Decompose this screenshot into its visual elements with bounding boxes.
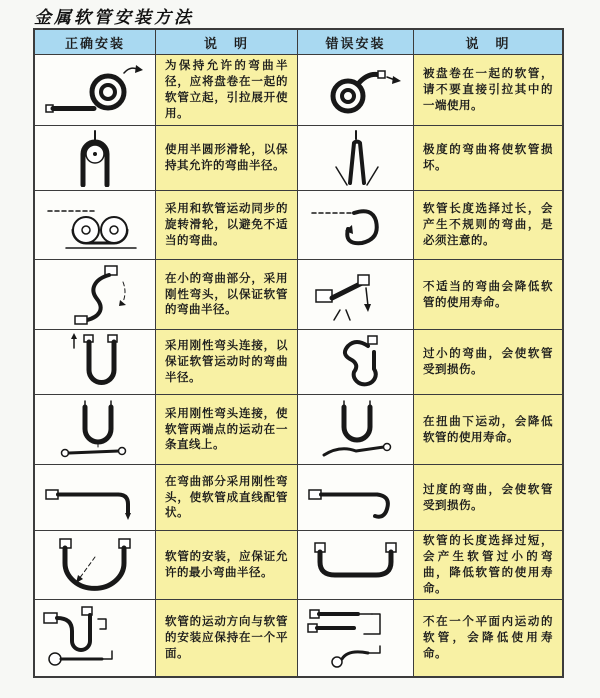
header-correct-note: 说 明 bbox=[156, 30, 297, 54]
correct-desc-cell: 软管的安装，应保证允许的最小弯曲半径。 bbox=[156, 531, 297, 599]
installation-table bbox=[33, 28, 564, 678]
wrong-image-cell bbox=[298, 465, 413, 530]
single-plane-motion-hose-icon bbox=[42, 605, 148, 671]
improper-bend-fitting-icon bbox=[312, 266, 400, 324]
wrong-desc-cell: 不在一个平面内运动的软管，会降低使用寿命。 bbox=[414, 600, 562, 676]
rigid-elbow-small-bend-icon bbox=[49, 264, 141, 326]
wrong-desc-cell: 过度的弯曲，会使软管受到损伤。 bbox=[414, 465, 562, 530]
rigid-elbow-u-hang-icon bbox=[54, 332, 136, 392]
semicircular-pulley-hose-icon bbox=[59, 129, 131, 187]
wrong-image-cell bbox=[298, 330, 413, 394]
correct-desc-cell: 采用刚性弯头连接，使软管两端点的运动在一条直线上。 bbox=[156, 395, 297, 464]
too-short-shallow-u-icon bbox=[303, 535, 409, 595]
correct-image-cell bbox=[35, 191, 155, 259]
wrong-desc-cell: 软管长度选择过长，会产生不规则的弯曲，是必须注意的。 bbox=[414, 191, 562, 259]
wrong-image-cell bbox=[298, 55, 413, 125]
correct-desc-cell: 采用刚性弯头连接，以保证软管运动时的弯曲半径。 bbox=[156, 330, 297, 394]
correct-desc-cell: 在小的弯曲部分，采用刚性弯头，以保证软管的弯曲半径。 bbox=[156, 260, 297, 329]
wrong-desc-cell: 极度的弯曲将使软管损坏。 bbox=[414, 126, 562, 190]
overbent-elbow-hose-icon bbox=[307, 470, 405, 526]
twisted-motion-hose-icon bbox=[310, 399, 402, 461]
correct-desc-cell: 为保持允许的弯曲半径，应将盘卷在一起的软管立起，引拉展开使用。 bbox=[156, 55, 297, 125]
correct-image-cell bbox=[35, 395, 155, 464]
page-title: 金属软管安装方法 bbox=[34, 8, 194, 28]
wrong-desc-cell: 软管的长度选择过短，会产生软管过小的弯曲，降低软管的使用寿命。 bbox=[414, 531, 562, 599]
irregular-bend-hose-icon bbox=[308, 197, 404, 253]
correct-image-cell bbox=[35, 126, 155, 190]
rotating-pulleys-hose-icon bbox=[44, 196, 146, 254]
extreme-sharp-bend-icon bbox=[320, 129, 392, 187]
correct-desc-cell: 使用半圆形滑轮，以保持其允许的弯曲半径。 bbox=[156, 126, 297, 190]
header-correct-install: 正确安装 bbox=[35, 30, 155, 54]
coiled-hose-pulled-icon bbox=[308, 62, 404, 118]
correct-image-cell bbox=[35, 465, 155, 530]
correct-image-cell bbox=[35, 330, 155, 394]
wrong-image-cell bbox=[298, 395, 413, 464]
correct-image-cell bbox=[35, 55, 155, 125]
correct-desc-cell: 在弯曲部分采用刚性弯头，使软管成直线配管状。 bbox=[156, 465, 297, 530]
straight-pipe-rigid-elbow-icon bbox=[44, 470, 146, 526]
wrong-image-cell bbox=[298, 600, 413, 676]
wrong-desc-cell: 在扭曲下运动，会降低软管的使用寿命。 bbox=[414, 395, 562, 464]
wrong-image-cell bbox=[298, 260, 413, 329]
u-hose-straight-line-motion-icon bbox=[49, 399, 141, 461]
header-wrong-install: 错误安装 bbox=[298, 30, 413, 54]
coiled-hose-upright-icon bbox=[44, 61, 146, 119]
correct-desc-cell: 采用和软管运动同步的旋转滑轮，以避免不适当的弯曲。 bbox=[156, 191, 297, 259]
correct-image-cell bbox=[35, 531, 155, 599]
out-of-plane-motion-hose-icon bbox=[306, 605, 406, 671]
correct-desc-cell: 软管的运动方向与软管的安装应保持在一个平面。 bbox=[156, 600, 297, 676]
wrong-image-cell bbox=[298, 531, 413, 599]
wrong-desc-cell: 不适当的弯曲会降低软管的使用寿命。 bbox=[414, 260, 562, 329]
wrong-image-cell bbox=[298, 191, 413, 259]
correct-image-cell bbox=[35, 260, 155, 329]
wrong-desc-cell: 被盘卷在一起的软管，请不要直接引拉其中的一端使用。 bbox=[414, 55, 562, 125]
header-wrong-note: 说 明 bbox=[414, 30, 562, 54]
minimum-bend-radius-u-icon bbox=[42, 535, 148, 595]
too-small-bend-curl-icon bbox=[316, 332, 396, 392]
wrong-desc-cell: 过小的弯曲，会使软管受到损伤。 bbox=[414, 330, 562, 394]
correct-image-cell bbox=[35, 600, 155, 676]
wrong-image-cell bbox=[298, 126, 413, 190]
